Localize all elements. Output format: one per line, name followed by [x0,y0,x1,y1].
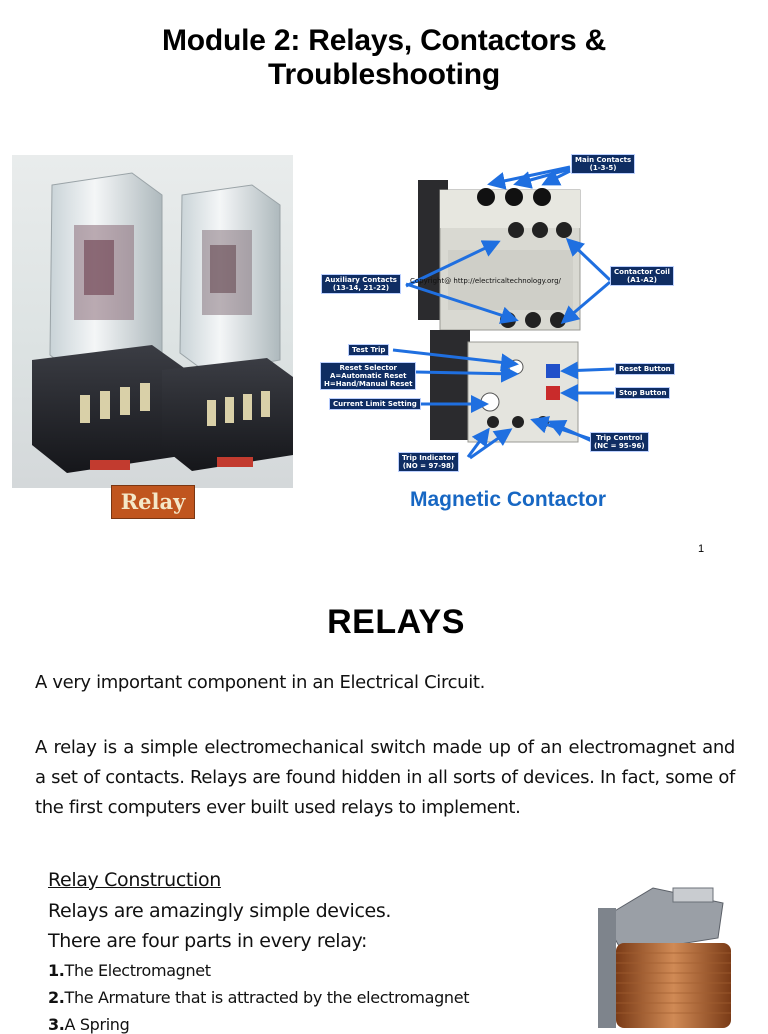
title-line-2: Troubleshooting [268,58,500,91]
callout-trip-indicator: Trip Indicator (NO = 97-98) [398,452,459,472]
callout-current-limit-setting: Current Limit Setting [329,398,421,410]
construction-heading: Relay Construction [48,869,221,891]
four-parts-text: There are four parts in every relay: [48,930,368,952]
description-paragraph: A relay is a simple electromechanical switch made up of an electromagnet and a set of contacts. Relays are found hidden in all sorts of devices. In fact, some of the first computers ever built used relays to implement. [35,737,735,818]
relay-right [162,185,293,471]
callout-stop-button: Stop Button [615,387,670,399]
contactor-caption: Magnetic Contactor [409,488,606,511]
relay-label: Relay [111,485,195,519]
contactor-body [418,180,580,330]
title-line-1: Module 2: Relays, Contactors & [161,24,607,57]
callout-test-trip: Test Trip [348,344,389,356]
magnetic-contactor-diagram [318,152,698,472]
page-title [40,24,728,92]
relay-cutaway-image [583,878,743,1028]
list-item: 3.A Spring [48,1015,130,1034]
callout-trip-control: Trip Control (NC = 95-96) [590,432,649,452]
intro-text: A very important component in an Electrical Circuit. [35,672,485,693]
list-item: 1.The Electromagnet [48,961,211,980]
copyright-text: Copyright@ http://electricaltechnology.org/ [410,277,561,285]
simple-devices-text: Relays are amazingly simple devices. [48,900,392,922]
relay-photo [12,155,293,488]
callout-auxiliary-contacts: Auxiliary Contacts (13-14, 21-22) [321,274,401,294]
list-item: 2.The Armature that is attracted by the electromagnet [48,988,470,1007]
page-number: 1 [698,543,705,555]
section-heading: RELAYS [327,603,465,641]
callout-main-contacts: Main Contacts (1-3-5) [571,154,635,174]
callout-reset-selector: Reset Selector A=Automatic Reset H=Hand/Manual Reset [320,362,416,390]
callout-contactor-coil: Contactor Coil (A1-A2) [610,266,674,286]
callout-reset-button: Reset Button [615,363,675,375]
